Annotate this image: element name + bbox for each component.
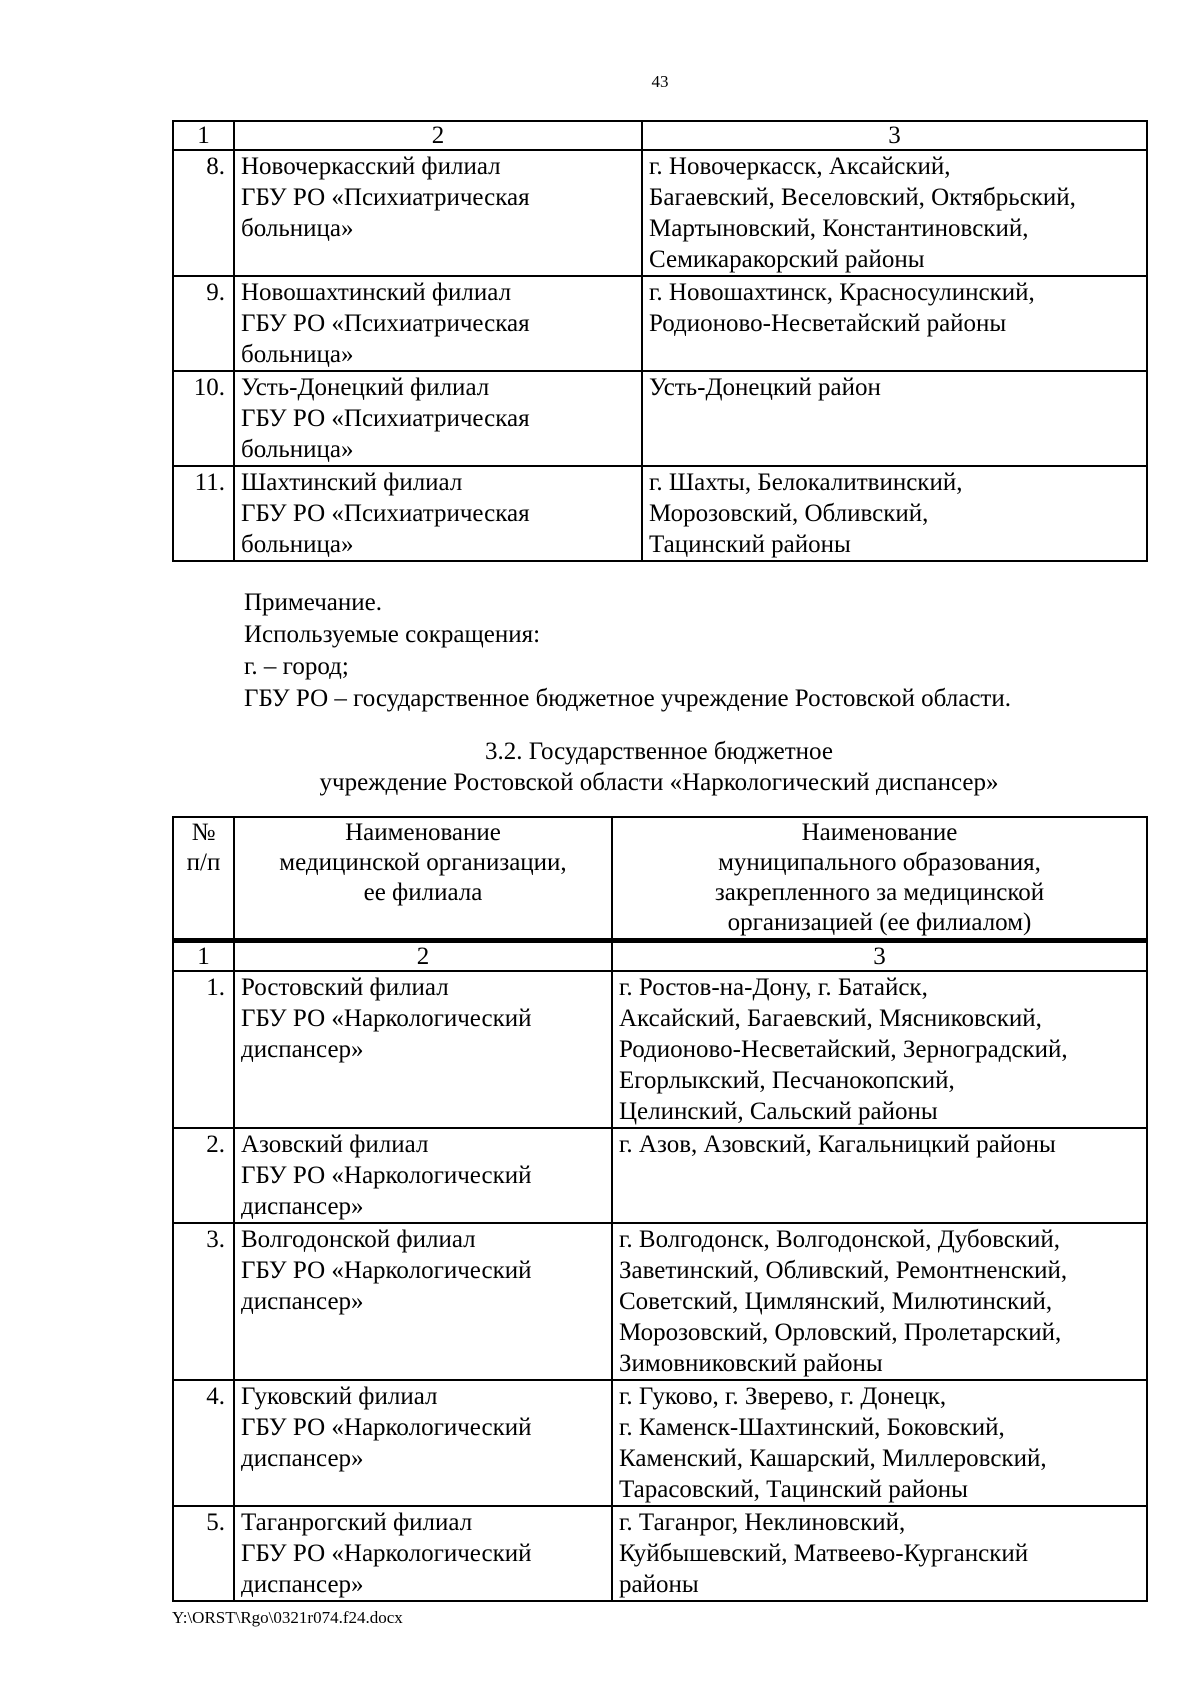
column-index-row xyxy=(173,941,1147,972)
organization-name-line: больница» xyxy=(241,341,354,368)
municipality-list-line: Тарасовский, Тацинский районы xyxy=(619,1476,968,1503)
organization-name-line: диспансер» xyxy=(241,1445,364,1472)
column-index: 1 xyxy=(173,121,234,150)
municipality-list-line: г. Волгодонск, Волгодонской, Дубовский, xyxy=(619,1226,1061,1253)
column-index: 2 xyxy=(234,941,612,972)
table-row xyxy=(173,1223,1147,1380)
municipality-list xyxy=(612,1128,1147,1223)
header-municipality-line: закрепленного за медицинской xyxy=(714,879,1045,906)
organization-name-line: диспансер» xyxy=(241,1036,364,1063)
municipality-list-line: г. Гуково, г. Зверево, г. Донецк, xyxy=(619,1383,947,1410)
organization-name-line: Гуковский филиал xyxy=(241,1383,438,1410)
header-org xyxy=(234,817,612,941)
organization-name-line: Волгодонской филиал xyxy=(241,1226,476,1253)
organization-name-line: больница» xyxy=(241,436,354,463)
row-number: 9. xyxy=(173,276,234,371)
municipality-list-line: Целинский, Сальский районы xyxy=(619,1098,938,1125)
table-row xyxy=(173,1128,1147,1223)
header-org-line: ее филиала xyxy=(363,879,483,906)
file-path-footer: Y:\ORST\Rgo\0321r074.f24.docx xyxy=(172,1608,403,1627)
municipality-list-line: г. Таганрог, Неклиновский, xyxy=(619,1509,906,1536)
municipality-list xyxy=(642,150,1147,276)
organization-name-line: ГБУ РО «Наркологический xyxy=(241,1257,532,1284)
municipality-list-line: районы xyxy=(619,1571,699,1598)
organization-name-line: ГБУ РО «Психиатрическая xyxy=(241,184,530,211)
row-number: 4. xyxy=(173,1380,234,1506)
municipality-list-line: г. Ростов-на-Дону, г. Батайск, xyxy=(619,974,928,1001)
organization-name-line: диспансер» xyxy=(241,1288,364,1315)
organization-name xyxy=(234,466,642,561)
organization-name-line: Ростовский филиал xyxy=(241,974,449,1001)
municipality-list xyxy=(642,276,1147,371)
municipality-list xyxy=(612,1223,1147,1380)
row-number: 8. xyxy=(173,150,234,276)
row-number: 5. xyxy=(173,1506,234,1601)
header-municipality-line: Наименование xyxy=(801,819,958,846)
column-index: 3 xyxy=(612,941,1147,972)
row-number: 10. xyxy=(173,371,234,466)
municipality-list-line: Морозовский, Орловский, Пролетарский, xyxy=(619,1319,1062,1346)
organization-name xyxy=(234,150,642,276)
organization-name-line: диспансер» xyxy=(241,1193,364,1220)
note-heading: Примечание. xyxy=(244,589,383,616)
table-row xyxy=(173,971,1147,1128)
note-abbreviations-label: Используемые сокращения: xyxy=(244,621,541,648)
header-municipality xyxy=(612,817,1147,941)
municipality-list-line: Зимовниковский районы xyxy=(619,1350,883,1377)
organization-name-line: Усть-Донецкий филиал xyxy=(241,374,490,401)
note-item: г. – город; xyxy=(244,653,349,680)
municipality-list-line: г. Шахты, Белокалитвинский, xyxy=(649,469,963,496)
municipality-list xyxy=(642,371,1147,466)
header-org-line: медицинской организации, xyxy=(279,849,567,876)
page-number: 43 xyxy=(651,72,669,91)
column-index: 2 xyxy=(234,121,642,150)
organization-name-line: Шахтинский филиал xyxy=(241,469,463,496)
row-number: 2. xyxy=(173,1128,234,1223)
header-municipality-line: муниципального образования, xyxy=(718,849,1041,876)
organization-name xyxy=(234,1380,612,1506)
municipality-list xyxy=(612,1506,1147,1601)
municipality-list-line: Родионово-Несветайский районы xyxy=(649,310,1007,337)
organization-name-line: ГБУ РО «Психиатрическая xyxy=(241,310,530,337)
row-number: 3. xyxy=(173,1223,234,1380)
section-title-line: 3.2. Государственное бюджетное xyxy=(485,738,833,765)
municipality-list xyxy=(612,971,1147,1128)
table-row xyxy=(173,276,1147,371)
organization-name xyxy=(234,1128,612,1223)
municipality-list-line: Усть-Донецкий район xyxy=(649,374,881,401)
header-row xyxy=(173,817,1147,941)
table-row xyxy=(173,1506,1147,1601)
organization-name-line: ГБУ РО «Наркологический xyxy=(241,1162,532,1189)
header-num xyxy=(173,817,234,941)
header-num-line: п/п xyxy=(186,849,221,876)
organization-name-line: больница» xyxy=(241,215,354,242)
organization-name-line: Новочеркасский филиал xyxy=(241,153,501,180)
municipality-list xyxy=(642,466,1147,561)
table-row xyxy=(173,371,1147,466)
narcological-branches-table xyxy=(172,816,1148,1602)
table-row xyxy=(173,150,1147,276)
organization-name-line: диспансер» xyxy=(241,1571,364,1598)
organization-name-line: ГБУ РО «Наркологический xyxy=(241,1540,532,1567)
column-index: 3 xyxy=(642,121,1147,150)
organization-name-line: ГБУ РО «Психиатрическая xyxy=(241,500,530,527)
municipality-list-line: г. Новошахтинск, Красносулинский, xyxy=(649,279,1035,306)
note-item: ГБУ РО – государственное бюджетное учреждение Ростовской области. xyxy=(244,685,1011,712)
municipality-list-line: Багаевский, Веселовский, Октябрьский, xyxy=(649,184,1076,211)
organization-name xyxy=(234,971,612,1128)
table-row xyxy=(173,466,1147,561)
column-index-row xyxy=(173,121,1147,150)
municipality-list-line: Семикаракорский районы xyxy=(649,246,925,273)
row-number: 11. xyxy=(173,466,234,561)
municipality-list xyxy=(612,1380,1147,1506)
municipality-list-line: Куйбышевский, Матвеево-Курганский xyxy=(619,1540,1029,1567)
header-num-line: № xyxy=(191,819,216,846)
psychiatric-branches-table xyxy=(172,120,1148,562)
header-municipality-line: организацией (ее филиалом) xyxy=(727,909,1032,936)
municipality-list-line: Мартыновский, Константиновский, xyxy=(649,215,1029,242)
organization-name xyxy=(234,1223,612,1380)
organization-name-line: ГБУ РО «Наркологический xyxy=(241,1414,532,1441)
municipality-list-line: г. Каменск-Шахтинский, Боковский, xyxy=(619,1414,1005,1441)
organization-name-line: Новошахтинский филиал xyxy=(241,279,512,306)
organization-name-line: больница» xyxy=(241,531,354,558)
municipality-list-line: Морозовский, Обливский, xyxy=(649,500,929,527)
organization-name xyxy=(234,276,642,371)
organization-name-line: ГБУ РО «Психиатрическая xyxy=(241,405,530,432)
municipality-list-line: г. Новочеркасск, Аксайский, xyxy=(649,153,951,180)
organization-name xyxy=(234,1506,612,1601)
municipality-list-line: Родионово-Несветайский, Зерноградский, xyxy=(619,1036,1068,1063)
organization-name xyxy=(234,371,642,466)
municipality-list-line: Тацинский районы xyxy=(649,531,851,558)
municipality-list-line: Каменский, Кашарский, Миллеровский, xyxy=(619,1445,1047,1472)
organization-name-line: Таганрогский филиал xyxy=(241,1509,473,1536)
organization-name-line: Азовский филиал xyxy=(241,1131,429,1158)
municipality-list-line: Заветинский, Обливский, Ремонтненский, xyxy=(619,1257,1068,1284)
header-org-line: Наименование xyxy=(345,819,501,846)
organization-name-line: ГБУ РО «Наркологический xyxy=(241,1005,532,1032)
table-row xyxy=(173,1380,1147,1506)
row-number: 1. xyxy=(173,971,234,1128)
municipality-list-line: Егорлыкский, Песчанокопский, xyxy=(619,1067,955,1094)
section-title-line: учреждение Ростовской области «Наркологический диспансер» xyxy=(319,769,999,796)
municipality-list-line: Советский, Цимлянский, Милютинский, xyxy=(619,1288,1053,1315)
note xyxy=(244,587,1011,715)
municipality-list-line: Аксайский, Багаевский, Мясниковский, xyxy=(619,1005,1042,1032)
column-index: 1 xyxy=(173,941,234,972)
section-title xyxy=(172,736,1146,798)
municipality-list-line: г. Азов, Азовский, Кагальницкий районы xyxy=(619,1131,1056,1158)
